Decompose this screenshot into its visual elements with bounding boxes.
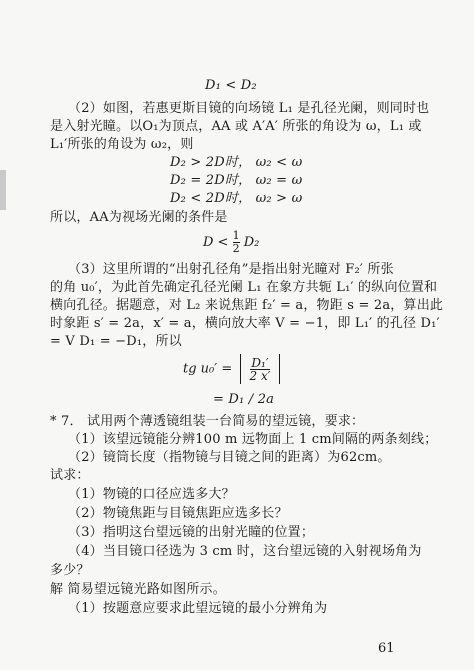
requirement-line: （2）镜筒长度（指物镜与目镜之间的距离）为62cm。	[68, 450, 391, 465]
abs-bar-left	[240, 354, 241, 384]
equation-fov-condition	[203, 230, 259, 255]
text-line: 的角 u₀′，为此首先确定孔径光阑 L₁ 在象方共轭 L₁′ 的纵向位置和	[50, 280, 438, 295]
fraction-denominator: 2	[232, 242, 240, 255]
question-line: 多少？	[50, 563, 90, 578]
text-line: 时象距 s′ = 2a，x′ = a，横向放大率 V = −1，即 L₁′ 的孔径 D₁′	[50, 316, 440, 331]
text-line: = V D₁ = −D₁，所以	[50, 334, 182, 349]
equation-d1-lt-d2: D₁ < D₂	[205, 78, 257, 93]
condition-line: D₂ < 2D时， ω₂ > ω	[170, 191, 303, 206]
fraction-denominator: 2 x′	[249, 368, 271, 383]
condition-line: D₂ = 2D时， ω₂ = ω	[170, 173, 303, 188]
equation-result: = D₁ / 2a	[213, 392, 275, 407]
fraction-half	[233, 230, 240, 255]
solution-heading: 解 简易望远镜光路如图所示。	[50, 582, 226, 597]
fraction-d1-over-2x	[250, 357, 271, 382]
eq-left: tg u₀′ =	[183, 361, 233, 377]
question-line: （2）物镜焦距与目镜焦距应选多长？	[68, 506, 288, 521]
text-line: L₁′所张的角设为 ω₂，则	[50, 137, 194, 152]
abs-bar-right	[279, 354, 280, 384]
requirement-line: （1）该望远镜能分辨100 m 远物面上 1 cm间隔的两条刻线；	[68, 432, 438, 447]
eq-right: D₂	[243, 235, 260, 250]
fraction-numerator: D₁′	[251, 355, 269, 370]
question-line: （1）物镜的口径应选多大？	[68, 487, 235, 502]
text-line: 横向孔径。据题意，对 L₂ 来说焦距 f₂′ = a，物距 s = 2a，算出此	[50, 298, 444, 313]
equation-tg-u0	[183, 354, 284, 384]
scan-edge-mark	[0, 170, 6, 210]
fraction-numerator: 1	[232, 229, 240, 242]
text-line: （3）这里所谓的“出射孔径角”是指出射光瞳对 F₂′ 所张	[68, 262, 394, 277]
page-number: 61	[378, 641, 395, 656]
problem-heading: * 7． 试用两个薄透镜组装一台简易的望远镜，要求：	[50, 414, 365, 429]
text-line: 所以，AA为视场光阑的条件是	[50, 210, 228, 225]
text-line: （2）如图，若惠更斯目镜的向场镜 L₁ 是孔径光阑，则同时也	[68, 101, 430, 116]
condition-line: D₂ > 2D时， ω₂ < ω	[170, 155, 303, 170]
text-line: 是入射光瞳。以O₁为顶点，AA 或 A′A′ 所张的角设为 ω，L₁ 或	[50, 119, 422, 134]
question-heading: 试求：	[50, 468, 90, 483]
eq-left: D <	[203, 235, 229, 250]
question-line: （4）当目镜口径选为 3 cm 时，这台望远镜的入射视场角为	[68, 544, 422, 559]
question-line: （3）指明这台望远镜的出射光瞳的位置；	[68, 525, 315, 540]
solution-line: （1）按题意应要求此望远镜的最小分辨角为	[68, 601, 328, 616]
